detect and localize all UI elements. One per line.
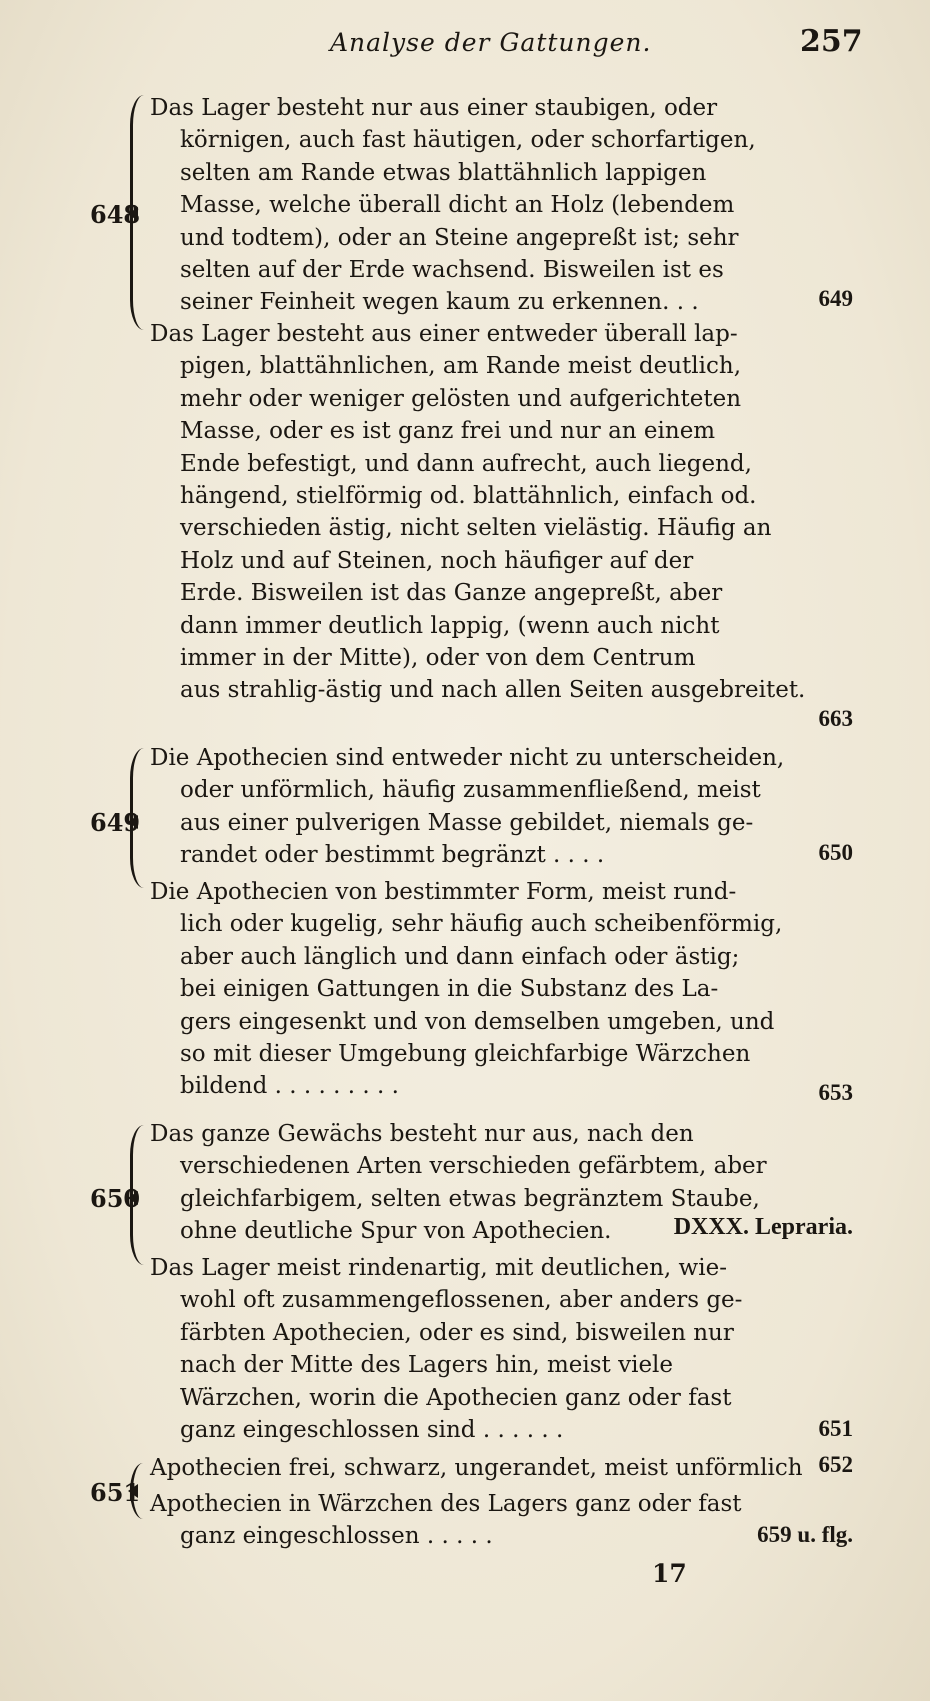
reference-number: 649 [818,286,853,311]
entry-line: färbten Apothecien, oder es sind, bisweilen nur [180,1319,734,1346]
entry-line: ganz eingeschlossen . . . . . [180,1523,493,1550]
entry-line: gleichfarbigem, selten etwas begränztem Staube, [180,1185,760,1212]
key-brace-tip [128,1191,138,1205]
entry-line: Apothecien frei, schwarz, ungerandet, meist unförmlich [150,1455,803,1481]
entry-line: ganz eingeschlossen sind . . . . . . [180,1416,564,1443]
key-number: 648 [90,200,141,229]
entry-line: Wärzchen, worin die Apothecien ganz oder fast [180,1384,732,1411]
entry-line: Die Apothecien sind entweder nicht zu unterscheiden, [150,745,785,771]
entry-line: Das Lager meist rindenartig, mit deutlichen, wie- [150,1255,727,1281]
key-entry [150,1452,850,1484]
reference-number: 653 [818,1080,853,1105]
entry-line: Holz und auf Steinen, noch häufiger auf der [180,547,694,574]
reference-number: 652 [818,1452,853,1477]
entry-line: Ende befestigt, und dann aufrecht, auch liegend, [180,450,752,477]
key-number: 649 [90,808,141,837]
entry-line: ohne deutliche Spur von Apothecien. [180,1218,612,1245]
entry-line: verschiedenen Arten verschieden gefärbtem, aber [180,1153,767,1180]
entry-line: lich oder kugelig, sehr häufig auch scheibenförmig, [180,911,783,938]
entry-line: Apothecien in Wärzchen des Lagers ganz oder fast [150,1491,742,1517]
entry-line: dann immer deutlich lappig, (wenn auch nicht [180,612,720,639]
entry-line: nach der Mitte des Lagers hin, meist viele [180,1352,674,1379]
key-number: 651 [90,1478,141,1507]
key-number: 650 [90,1184,141,1213]
key-brace-tip [128,1484,138,1498]
entry-line: oder unförmlich, häufig zusammenfließend, meist [180,777,761,804]
entry-line: gers eingesenkt und von demselben umgeben, und [180,1008,775,1035]
genus-name: DXXX. Lepraria. [673,1214,853,1240]
entry-line: pigen, blattähnlichen, am Rande meist deutlich, [180,353,742,380]
entry-line: seiner Feinheit wegen kaum zu erkennen. . . [180,289,699,316]
signature-mark: 17 [652,1559,687,1588]
entry-line: mehr oder weniger gelösten und aufgerichteten [180,385,742,412]
entry-line: selten auf der Erde wachsend. Bisweilen ist es [180,256,724,283]
reference-number: 663 [818,706,853,731]
entry-line: randet oder bestimmt begränzt . . . . [180,842,605,869]
page-number: 257 [800,24,863,59]
reference-number: 659 u. flg. [757,1522,853,1547]
key-brace-tip [128,207,138,221]
key-entry [150,318,850,707]
entry-line: Erde. Bisweilen ist das Ganze angepreßt, aber [180,580,723,607]
entry-line: so mit dieser Umgebung gleichfarbige Wärzchen [180,1040,751,1067]
entry-line: Das ganze Gewächs besteht nur aus, nach den [150,1121,694,1147]
running-header [0,24,930,68]
entry-line: körnigen, auch fast häutigen, oder schorfartigen, [180,127,756,154]
entry-line: wohl oft zusammengeflossenen, aber anders ge- [180,1287,743,1314]
key-entry [150,1252,850,1446]
key-entry [150,1488,850,1553]
entry-line: hängend, stielförmig od. blattähnlich, einfach od. [180,482,757,509]
entry-line: aus einer pulverigen Masse gebildet, niemals ge- [180,809,754,836]
entry-line: Masse, oder es ist ganz frei und nur an einem [180,418,716,445]
key-entry [150,92,850,319]
running-title: Analyse der Gattungen. [330,28,652,57]
entry-line: bei einigen Gattungen in die Substanz des La- [180,976,719,1003]
entry-line: aus strahlig-ästig und nach allen Seiten ausgebreitet. [180,677,806,704]
entry-line: bildend . . . . . . . . . [180,1073,399,1100]
entry-line: und todtem), oder an Steine angepreßt ist; sehr [180,224,739,251]
entry-line: verschieden ästig, nicht selten vielästig. Häufig an [180,515,772,542]
key-entry [150,742,850,872]
entry-line: immer in der Mitte), oder von dem Centrum [180,644,696,671]
key-entry [150,876,850,1103]
entry-line: selten am Rande etwas blattähnlich lappigen [180,159,707,186]
entry-line: Das Lager besteht aus einer entweder überall lap- [150,321,738,347]
reference-number: 650 [818,840,853,865]
entry-line: Das Lager besteht nur aus einer staubigen, oder [150,95,718,121]
entry-line: Die Apothecien von bestimmter Form, meist rund- [150,879,737,905]
entry-line: Masse, welche überall dicht an Holz (lebendem [180,192,735,219]
reference-number: 651 [818,1416,853,1441]
key-brace-tip [128,815,138,829]
entry-line: aber auch länglich und dann einfach oder ästig; [180,943,740,970]
